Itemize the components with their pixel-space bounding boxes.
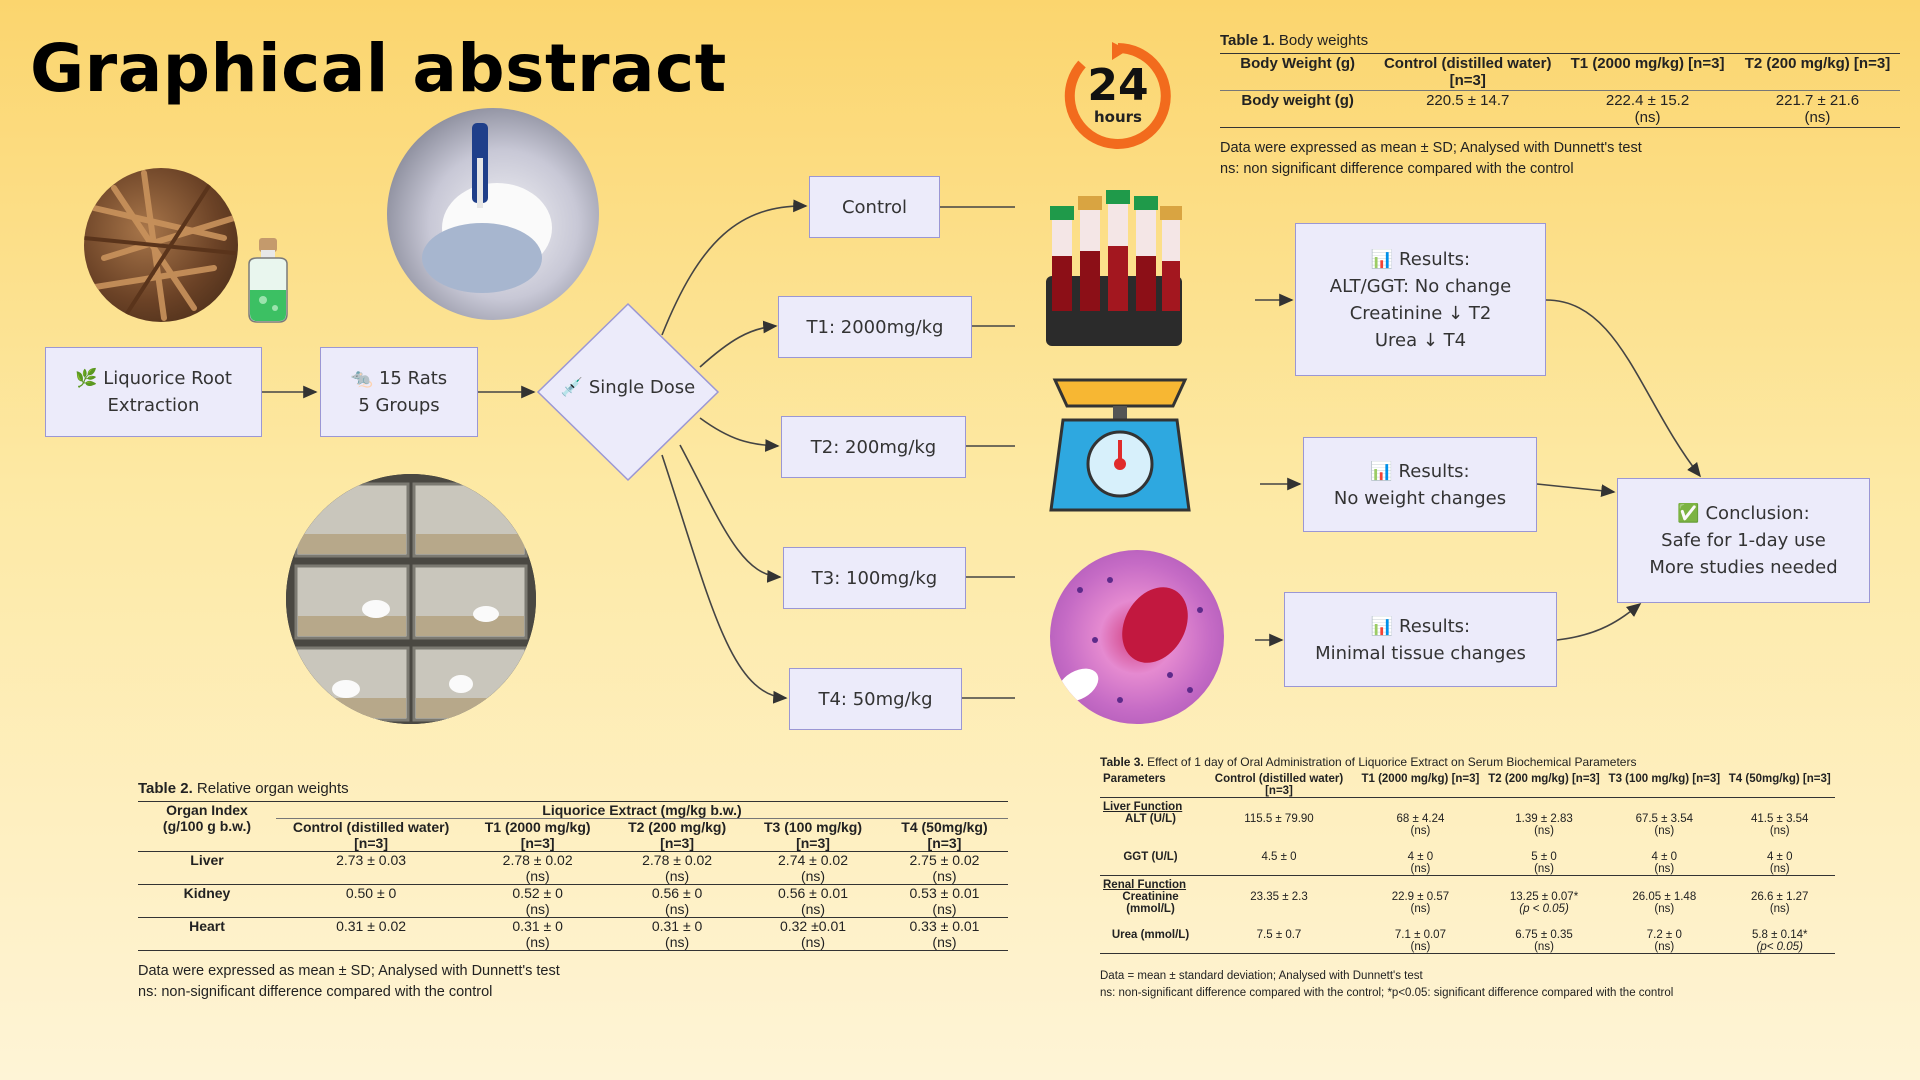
table2-group-header: Liquorice Extract (mg/kg b.w.) — [276, 802, 1008, 819]
table1-note: ns: non significant difference compared with the control — [1220, 161, 1574, 178]
cages-illustration — [286, 474, 536, 724]
table2-header: T4 (50mg/kg) [n=3] — [901, 819, 988, 851]
extract-bottle-icon — [235, 232, 299, 326]
table3-cell: 7.2 ± 0 (ns) — [1646, 929, 1682, 953]
table-row — [138, 852, 1008, 885]
rats-line2: 5 Groups — [358, 395, 440, 416]
table1-notes — [1220, 138, 1900, 180]
leaf-icon: 🌿 — [75, 368, 98, 389]
rat-dosing-photo — [387, 108, 599, 320]
table-row — [1100, 929, 1835, 954]
table3-cell: 5 ± 0 (ns) — [1531, 851, 1557, 875]
root-sticks-illustration — [84, 168, 238, 322]
group-t4: T4: 50mg/kg — [789, 668, 962, 730]
table2-organ: Liver — [190, 852, 224, 868]
rat-icon: 🐀 — [350, 368, 374, 389]
table3-cell: 68 ± 4.24 (ns) — [1396, 813, 1445, 837]
rat-cages-photo — [286, 474, 536, 724]
table3-cell: 67.5 ± 3.54 (ns) — [1635, 813, 1694, 837]
group-t3: T3: 100mg/kg — [783, 547, 966, 609]
results-tissue-line: Minimal tissue changes — [1315, 642, 1526, 664]
results-tissue-box — [1284, 592, 1557, 687]
table2-organ: Kidney — [183, 885, 231, 901]
table3-grid — [1100, 773, 1835, 954]
table3-section-renal: Renal Function — [1103, 879, 1187, 891]
table2-grid — [138, 801, 1008, 951]
table-row — [138, 885, 1008, 918]
table2-caption — [138, 780, 1008, 797]
table3-cell: 4.5 ± 0 — [1261, 851, 1297, 863]
table2-cell: 0.32 ±0.01 (ns) — [779, 918, 847, 950]
table2-cell: 2.75 ± 0.02 (ns) — [909, 852, 980, 884]
table2-note: ns: non-significant difference compared with the control — [138, 984, 493, 1001]
histology-photo — [1050, 550, 1224, 724]
table3-cell: 4 ± 0 (ns) — [1407, 851, 1434, 875]
table3-param: Creatinine (mmol/L) — [1122, 891, 1179, 915]
table2 — [138, 780, 1008, 1003]
table2-cell: 0.52 ± 0 (ns) — [512, 885, 563, 917]
table3-cell: 115.5 ± 79.90 — [1244, 813, 1314, 825]
timer-unit: hours — [1094, 108, 1142, 126]
table3-header: T3 (100 mg/kg) [n=3] — [1608, 773, 1721, 785]
extraction-box — [45, 347, 262, 437]
check-icon: ✅ — [1677, 503, 1700, 524]
conclusion-heading: Conclusion: — [1705, 503, 1810, 524]
table2-cell: 0.56 ± 0.01 (ns) — [778, 885, 848, 917]
page-title: Graphical abstract — [30, 30, 727, 107]
table3-caption-text: Effect of 1 day of Oral Administration of Liquorice Extract on Serum Biochemical Parameters — [1143, 755, 1637, 769]
rats-box — [320, 347, 478, 437]
results-biochem-heading: Results: — [1399, 248, 1471, 270]
weighing-scale-icon — [1045, 372, 1195, 520]
table2-organ: Heart — [189, 918, 225, 934]
table2-cell: 2.78 ± 0.02 (ns) — [642, 852, 713, 884]
table3-cell: 4 ± 0 (ns) — [1651, 851, 1678, 875]
table1-note: Data were expressed as mean ± SD; Analysed with Dunnett's test — [1220, 140, 1642, 156]
table2-cell: 2.73 ± 0.03 — [336, 852, 407, 868]
table2-cell: 0.33 ± 0.01 (ns) — [909, 918, 980, 950]
table2-header: T2 (200 mg/kg) [n=3] — [628, 819, 727, 851]
group-control: Control — [809, 176, 940, 238]
dose-label-wrap — [536, 377, 720, 398]
table3-param: GGT (U/L) — [1123, 851, 1178, 863]
table3-note: Data = mean ± standard deviation; Analysed with Dunnett's test — [1100, 970, 1423, 982]
table3-param: Urea (mmol/L) — [1111, 929, 1190, 941]
table2-cell: 0.31 ± 0 (ns) — [651, 918, 703, 950]
table2-cell: 0.50 ± 0 — [345, 885, 397, 901]
results-biochem-box — [1295, 223, 1546, 376]
table2-cell: 0.31 ± 0.02 — [336, 918, 407, 934]
results-tissue-heading: Results: — [1399, 615, 1471, 637]
table2-cell: 0.53 ± 0.01 (ns) — [909, 885, 980, 917]
table3-cell: 5.8 ± 0.14* (p< 0.05) — [1751, 929, 1808, 953]
table1-caption-text: Body weights — [1274, 32, 1369, 49]
table3-cell: 22.9 ± 0.57 (ns) — [1391, 891, 1450, 915]
table2-cell: 0.56 ± 0 (ns) — [651, 885, 703, 917]
rats-line1: 15 Rats — [378, 368, 448, 389]
table1-grid — [1220, 53, 1900, 128]
table1-header: Body Weight (g) — [1240, 55, 1356, 72]
table3-caption — [1100, 755, 1835, 769]
group-t2: T2: 200mg/kg — [781, 416, 966, 478]
table3-notes — [1100, 968, 1835, 1001]
table2-caption-text: Relative organ weights — [192, 780, 349, 797]
table3-cell: 7.1 ± 0.07 (ns) — [1394, 929, 1446, 953]
table3-cell: 23.35 ± 2.3 — [1250, 891, 1308, 903]
table3-cell: 1.39 ± 2.83 (ns) — [1515, 813, 1573, 837]
tissue-illustration — [1050, 550, 1224, 724]
table1-cell: 220.5 ± 14.7 — [1426, 92, 1510, 109]
table-row — [1220, 91, 1900, 128]
table3-cell: 6.75 ± 0.35 (ns) — [1515, 929, 1573, 953]
table2-cell: 2.74 ± 0.02 (ns) — [778, 852, 848, 884]
table-row — [1100, 813, 1835, 837]
table3-header: T4 (50mg/kg) [n=3] — [1728, 773, 1831, 785]
timer-number: 24 — [1087, 60, 1149, 111]
chart-icon: 📊 — [1370, 248, 1394, 270]
table3 — [1100, 755, 1835, 1001]
table2-caption-bold: Table 2. — [138, 780, 193, 797]
table3-cell: 26.05 ± 1.48 (ns) — [1632, 891, 1697, 915]
chart-icon: 📊 — [1370, 615, 1394, 637]
table-row — [138, 918, 1008, 951]
table3-header: Parameters — [1103, 773, 1166, 785]
dosing-illustration — [387, 108, 599, 320]
table2-header: T1 (2000 mg/kg) [n=3] — [484, 819, 591, 851]
results-weight-heading: Results: — [1398, 460, 1470, 482]
table3-cell: 4 ± 0 (ns) — [1766, 851, 1793, 875]
table-row — [1100, 851, 1835, 876]
table3-header: T1 (2000 mg/kg) [n=3] — [1361, 773, 1480, 785]
conclusion-box — [1617, 478, 1870, 603]
table3-cell: 13.25 ± 0.07* (p < 0.05) — [1509, 891, 1579, 915]
table2-notes — [138, 961, 1008, 1003]
table1-row-label: Body weight (g) — [1241, 92, 1354, 109]
table3-header: T2 (200 mg/kg) [n=3] — [1488, 773, 1600, 785]
table1-caption — [1220, 32, 1900, 49]
table-row — [1100, 891, 1835, 915]
table2-cell: 2.78 ± 0.02 (ns) — [502, 852, 573, 884]
results-weight-box — [1303, 437, 1537, 532]
extraction-line1: Liquorice Root — [103, 368, 232, 389]
table1 — [1220, 32, 1900, 180]
table3-cell: 41.5 ± 3.54 (ns) — [1750, 813, 1809, 837]
table3-section-liver: Liver Function — [1103, 801, 1183, 813]
table1-header: Control (distilled water) [n=3] — [1383, 55, 1552, 89]
table1-caption-bold: Table 1. — [1220, 32, 1275, 49]
results-biochem-line: Creatinine ↓ T2 — [1349, 302, 1492, 324]
syringe-icon: 💉 — [560, 377, 584, 398]
table1-cell: 221.7 ± 21.6 (ns) — [1775, 92, 1860, 126]
blood-tubes-icon — [1040, 176, 1188, 348]
table1-header: T1 (2000 mg/kg) [n=3] — [1570, 55, 1725, 72]
conclusion-line: More studies needed — [1649, 557, 1838, 578]
table3-header: Control (distilled water) [n=3] — [1214, 773, 1344, 797]
table3-cell: 26.6 ± 1.27 (ns) — [1750, 891, 1809, 915]
table3-note: ns: non-significant difference compared with the control; *p<0.05: significant difference compared with the control — [1100, 986, 1674, 999]
table3-param: ALT (U/L) — [1125, 813, 1176, 825]
dose-label: Single Dose — [588, 377, 696, 398]
results-weight-line: No weight changes — [1333, 487, 1507, 509]
results-biochem-line: ALT/GGT: No change — [1329, 275, 1512, 297]
conclusion-line: Safe for 1-day use — [1661, 530, 1826, 551]
table2-note: Data were expressed as mean ± SD; Analysed with Dunnett's test — [138, 963, 560, 979]
table2-organ-header: Organ Index (g/100 g b.w.) — [162, 802, 252, 834]
table3-caption-bold: Table 3. — [1100, 755, 1144, 769]
table1-cell: 222.4 ± 15.2 (ns) — [1605, 92, 1690, 126]
table2-header: Control (distilled water) [n=3] — [292, 819, 450, 851]
chart-icon: 📊 — [1370, 460, 1393, 482]
table2-cell: 0.31 ± 0 (ns) — [512, 918, 563, 950]
table2-header: T3 (100 mg/kg) [n=3] — [763, 819, 863, 851]
group-t1: T1: 2000mg/kg — [778, 296, 972, 358]
table1-header: T2 (200 mg/kg) [n=3] — [1744, 55, 1891, 72]
extraction-line2: Extraction — [107, 395, 200, 416]
liquorice-root-photo — [84, 168, 238, 322]
table3-cell: 7.5 ± 0.7 — [1256, 929, 1302, 941]
results-biochem-line: Urea ↓ T4 — [1374, 329, 1467, 351]
